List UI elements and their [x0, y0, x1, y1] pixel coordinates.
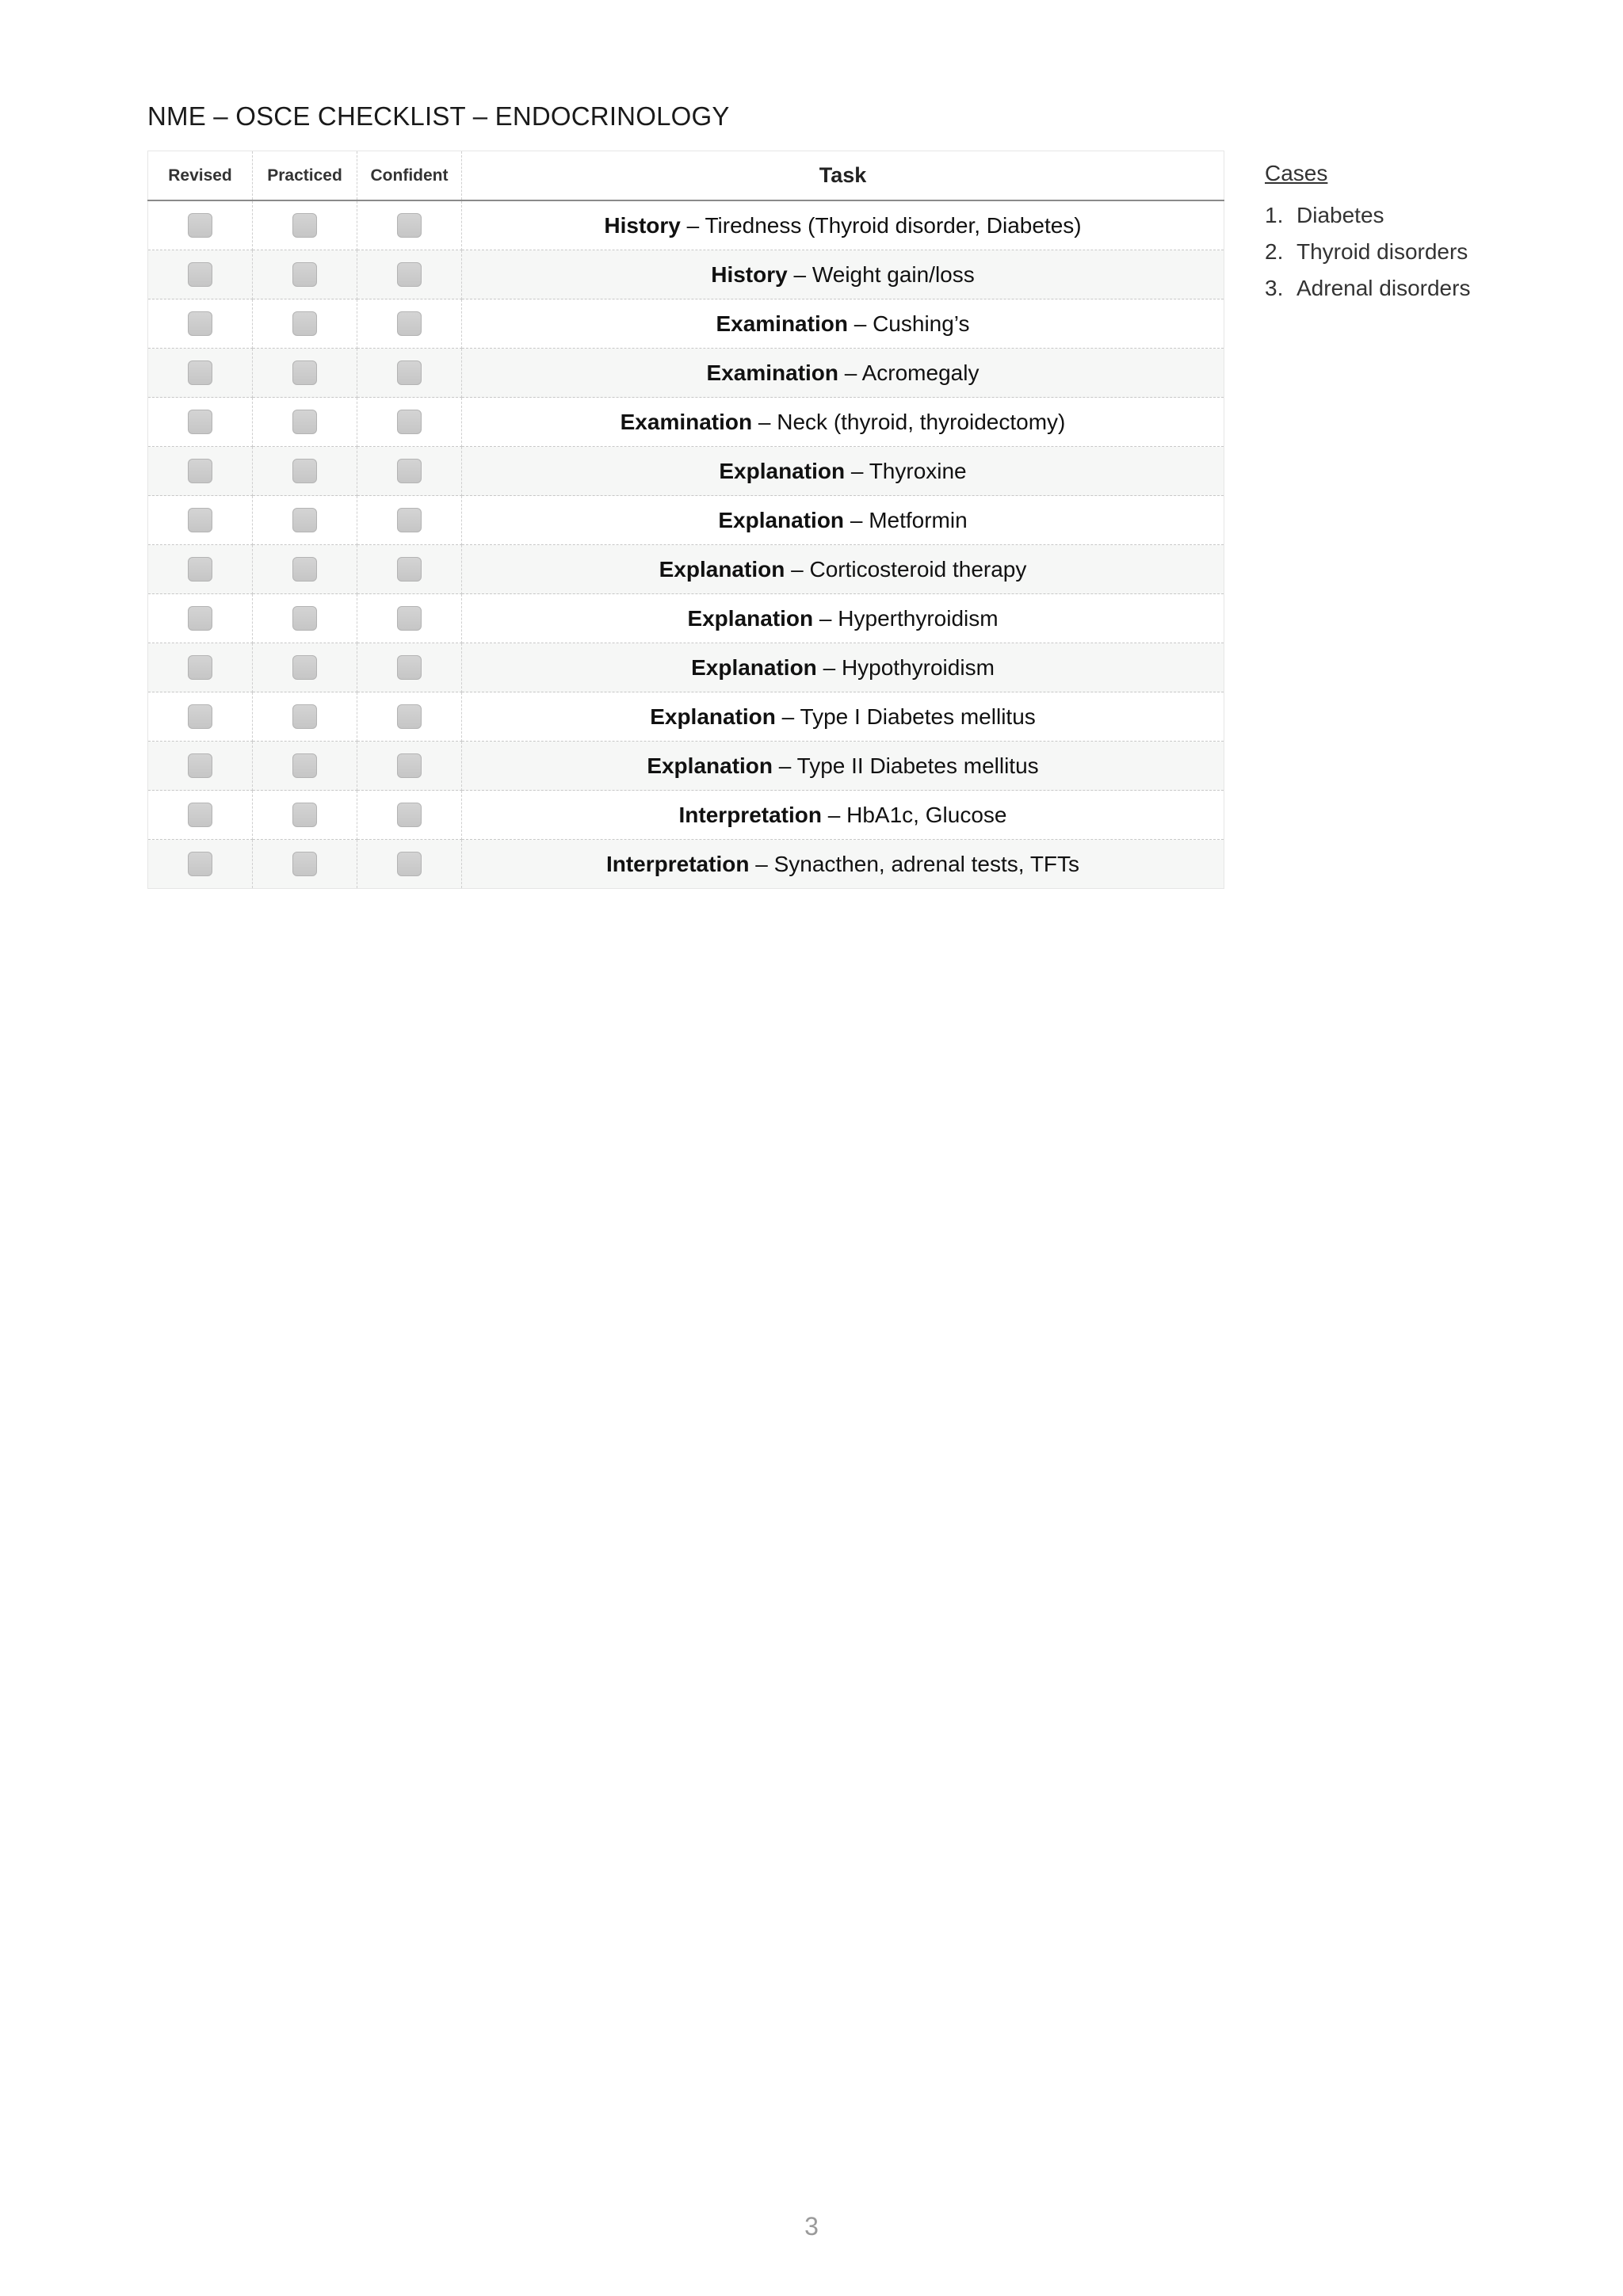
revised-checkbox[interactable]	[188, 262, 212, 287]
revised-cell	[148, 349, 253, 398]
case-item	[1265, 234, 1470, 270]
confident-checkbox[interactable]	[397, 852, 422, 876]
task-cell	[462, 496, 1224, 545]
practiced-cell	[253, 643, 357, 692]
table-row	[148, 447, 1224, 496]
task-category: Interpretation	[605, 851, 750, 876]
task-cell	[462, 200, 1224, 250]
table-row	[148, 250, 1224, 299]
practiced-checkbox[interactable]	[292, 557, 317, 582]
task-detail: HbA1c, Glucose	[846, 802, 1007, 827]
practiced-cell	[253, 496, 357, 545]
confident-cell	[357, 200, 462, 250]
confident-checkbox[interactable]	[397, 410, 422, 434]
revised-checkbox[interactable]	[188, 655, 212, 680]
practiced-checkbox[interactable]	[292, 508, 317, 532]
case-item	[1265, 270, 1470, 307]
table-row	[148, 398, 1224, 447]
confident-cell	[357, 250, 462, 299]
task-cell	[462, 545, 1224, 594]
task-category: Examination	[620, 409, 753, 434]
task-cell	[462, 299, 1224, 349]
task-detail: Type II Diabetes mellitus	[796, 753, 1039, 778]
confident-cell	[357, 299, 462, 349]
cases-list	[1265, 197, 1470, 307]
confident-cell	[357, 447, 462, 496]
practiced-cell	[253, 447, 357, 496]
practiced-checkbox[interactable]	[292, 803, 317, 827]
cases-title: Cases	[1265, 161, 1328, 185]
revised-cell	[148, 447, 253, 496]
cases-panel	[1265, 160, 1470, 307]
task-cell	[462, 447, 1224, 496]
task-category: Explanation	[650, 704, 776, 729]
confident-cell	[357, 594, 462, 643]
practiced-cell	[253, 742, 357, 791]
task-cell	[462, 643, 1224, 692]
practiced-cell	[253, 398, 357, 447]
task-cell	[462, 742, 1224, 791]
case-label: Thyroid disorders	[1296, 239, 1468, 264]
revised-cell	[148, 250, 253, 299]
revised-cell	[148, 398, 253, 447]
table-row	[148, 594, 1224, 643]
revised-cell	[148, 545, 253, 594]
task-separator: –	[775, 704, 800, 729]
task-detail: Weight gain/loss	[812, 261, 975, 287]
task-detail: Metformin	[869, 507, 968, 532]
confident-checkbox[interactable]	[397, 655, 422, 680]
task-separator: –	[816, 654, 842, 680]
confident-checkbox[interactable]	[397, 311, 422, 336]
confident-cell	[357, 791, 462, 840]
task-detail: Cushing’s	[873, 311, 970, 336]
task-detail: Neck (thyroid, thyroidectomy)	[777, 409, 1066, 434]
confident-cell	[357, 742, 462, 791]
confident-cell	[357, 496, 462, 545]
revised-checkbox[interactable]	[188, 311, 212, 336]
task-separator: –	[847, 311, 873, 336]
table-row	[148, 200, 1224, 250]
task-detail: Corticosteroid therapy	[809, 556, 1027, 582]
task-category: History	[604, 212, 681, 238]
confident-checkbox[interactable]	[397, 704, 422, 729]
task-separator: –	[787, 261, 812, 287]
case-item	[1265, 197, 1470, 234]
confident-cell	[357, 545, 462, 594]
confident-cell	[357, 398, 462, 447]
table-row	[148, 840, 1224, 889]
task-category: Explanation	[691, 654, 817, 680]
revised-cell	[148, 742, 253, 791]
confident-checkbox[interactable]	[397, 213, 422, 238]
case-label: Adrenal disorders	[1296, 276, 1471, 300]
practiced-cell	[253, 594, 357, 643]
task-detail: Hyperthyroidism	[838, 605, 999, 631]
case-label: Diabetes	[1296, 203, 1384, 227]
confident-checkbox[interactable]	[397, 360, 422, 385]
practiced-cell	[253, 299, 357, 349]
table-row	[148, 791, 1224, 840]
task-category: Explanation	[719, 458, 846, 483]
task-cell	[462, 791, 1224, 840]
practiced-checkbox[interactable]	[292, 606, 317, 631]
revised-checkbox[interactable]	[188, 606, 212, 631]
task-cell	[462, 398, 1224, 447]
table-header-row	[148, 151, 1224, 201]
task-category: Explanation	[647, 753, 773, 778]
practiced-cell	[253, 250, 357, 299]
confident-cell	[357, 643, 462, 692]
revised-checkbox[interactable]	[188, 753, 212, 778]
revised-checkbox[interactable]	[188, 410, 212, 434]
practiced-cell	[253, 200, 357, 250]
practiced-cell	[253, 349, 357, 398]
revised-checkbox[interactable]	[188, 852, 212, 876]
practiced-cell	[253, 840, 357, 889]
header-revised: Revised	[148, 151, 253, 201]
confident-checkbox[interactable]	[397, 459, 422, 483]
confident-checkbox[interactable]	[397, 262, 422, 287]
task-detail: Tiredness (Thyroid disorder, Diabetes)	[705, 212, 1082, 238]
revised-checkbox[interactable]	[188, 803, 212, 827]
task-category: History	[711, 261, 788, 287]
revised-checkbox[interactable]	[188, 508, 212, 532]
task-separator: –	[773, 753, 797, 778]
task-category: Examination	[706, 360, 839, 385]
task-detail: Hypothyroidism	[841, 654, 995, 680]
case-number: 2.	[1265, 239, 1284, 264]
task-separator: –	[838, 360, 862, 385]
task-separator: –	[749, 851, 774, 876]
table-row	[148, 545, 1224, 594]
checklist-body	[148, 200, 1224, 889]
table-row	[148, 692, 1224, 742]
revised-cell	[148, 791, 253, 840]
confident-cell	[357, 692, 462, 742]
task-separator: –	[785, 556, 810, 582]
confident-checkbox[interactable]	[397, 508, 422, 532]
task-separator: –	[844, 507, 869, 532]
task-cell	[462, 594, 1224, 643]
task-cell	[462, 250, 1224, 299]
task-separator: –	[822, 802, 847, 827]
revised-cell	[148, 692, 253, 742]
task-detail: Acromegaly	[861, 360, 980, 385]
revised-cell	[148, 840, 253, 889]
practiced-checkbox[interactable]	[292, 410, 317, 434]
revised-cell	[148, 496, 253, 545]
revised-checkbox[interactable]	[188, 704, 212, 729]
table-row	[148, 496, 1224, 545]
revised-checkbox[interactable]	[188, 213, 212, 238]
practiced-cell	[253, 545, 357, 594]
task-detail: Type I Diabetes mellitus	[800, 704, 1036, 729]
header-task: Task	[462, 151, 1224, 201]
table-row	[148, 299, 1224, 349]
header-practiced: Practiced	[253, 151, 357, 201]
task-cell	[462, 349, 1224, 398]
table-row	[148, 742, 1224, 791]
task-detail: Synacthen, adrenal tests, TFTs	[773, 851, 1080, 876]
practiced-checkbox[interactable]	[292, 360, 317, 385]
practiced-checkbox[interactable]	[292, 655, 317, 680]
revised-checkbox[interactable]	[188, 459, 212, 483]
case-number: 3.	[1265, 276, 1284, 300]
task-separator: –	[752, 409, 777, 434]
confident-cell	[357, 349, 462, 398]
task-detail: Thyroxine	[869, 458, 967, 483]
case-number: 1.	[1265, 203, 1284, 227]
task-separator: –	[680, 212, 705, 238]
table-row	[148, 349, 1224, 398]
task-category: Examination	[716, 311, 848, 336]
task-separator: –	[813, 605, 838, 631]
confident-cell	[357, 840, 462, 889]
practiced-checkbox[interactable]	[292, 459, 317, 483]
confident-checkbox[interactable]	[397, 606, 422, 631]
revised-checkbox[interactable]	[188, 360, 212, 385]
page-title: NME – OSCE CHECKLIST – ENDOCRINOLOGY	[147, 101, 730, 131]
practiced-checkbox[interactable]	[292, 753, 317, 778]
confident-checkbox[interactable]	[397, 557, 422, 582]
practiced-checkbox[interactable]	[292, 704, 317, 729]
practiced-checkbox[interactable]	[292, 213, 317, 238]
practiced-cell	[253, 791, 357, 840]
page-number: 3	[804, 2212, 819, 2241]
revised-cell	[148, 594, 253, 643]
header-confident: Confident	[357, 151, 462, 201]
practiced-cell	[253, 692, 357, 742]
practiced-checkbox[interactable]	[292, 262, 317, 287]
revised-checkbox[interactable]	[188, 557, 212, 582]
table-row	[148, 643, 1224, 692]
revised-cell	[148, 200, 253, 250]
task-category: Explanation	[718, 507, 845, 532]
task-separator: –	[845, 458, 869, 483]
checklist-table	[147, 151, 1224, 889]
confident-checkbox[interactable]	[397, 803, 422, 827]
practiced-checkbox[interactable]	[292, 852, 317, 876]
task-category: Explanation	[687, 605, 814, 631]
task-cell	[462, 692, 1224, 742]
confident-checkbox[interactable]	[397, 753, 422, 778]
practiced-checkbox[interactable]	[292, 311, 317, 336]
task-category: Interpretation	[678, 802, 822, 827]
revised-cell	[148, 299, 253, 349]
task-cell	[462, 840, 1224, 889]
task-category: Explanation	[659, 556, 785, 582]
revised-cell	[148, 643, 253, 692]
